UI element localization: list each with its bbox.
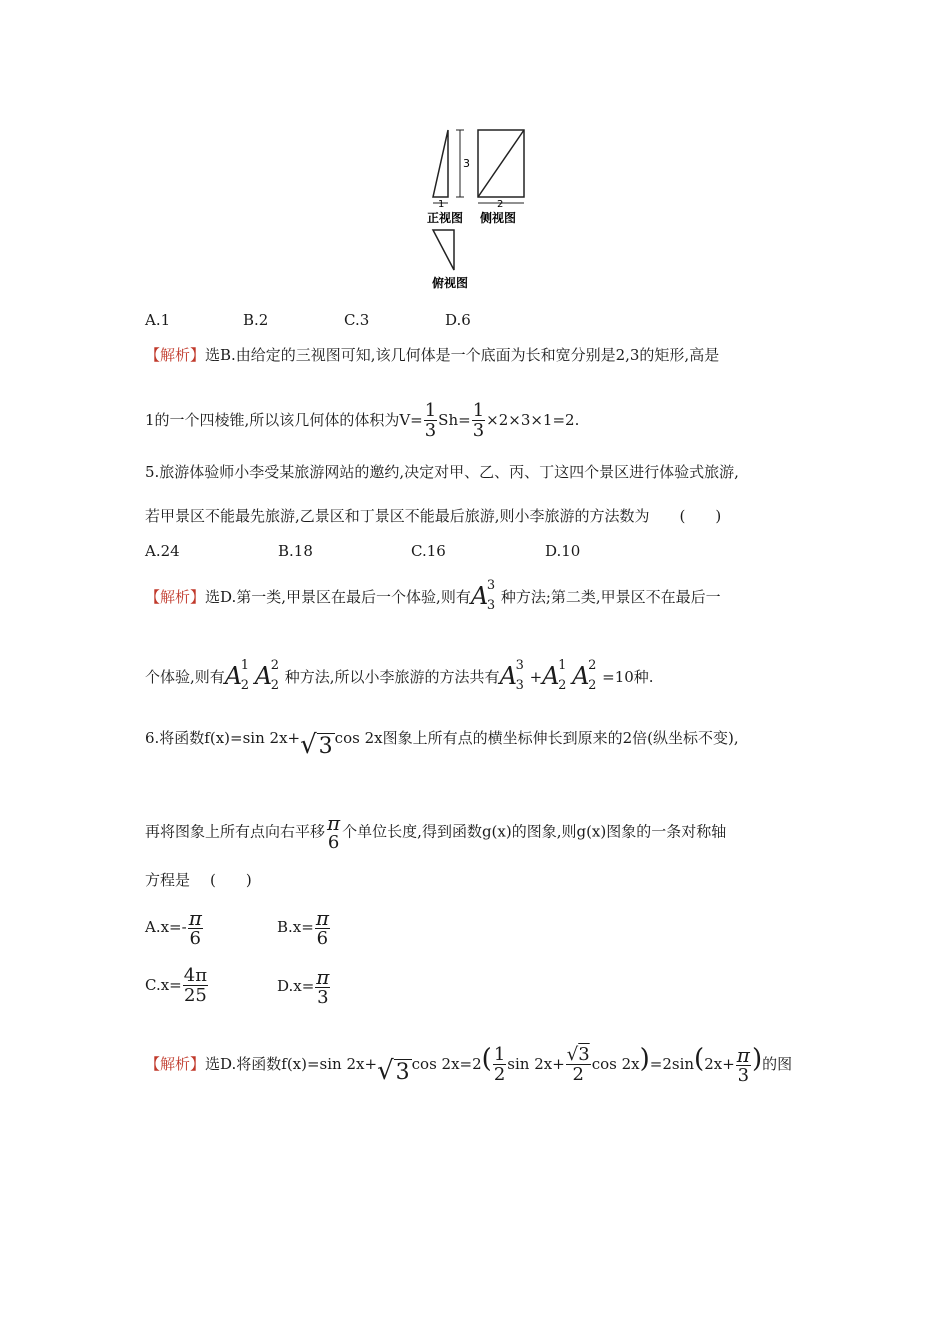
- analysis-tag: 【解析】: [145, 588, 206, 606]
- fraction-one-third: $\frac{1}{3}$: [472, 400, 485, 441]
- q5-stem-line2: 若甲景区不能最先旅游,乙景区和丁景区不能最后旅游,则小李旅游的方法数为 ( ): [145, 507, 722, 525]
- q4-option-d: D.6: [445, 311, 471, 329]
- q5-option-a: A.24: [145, 542, 180, 560]
- analysis-tag: 【解析】: [145, 1055, 206, 1073]
- top-view-shape: [433, 230, 454, 270]
- fraction-one-third: $\frac{1}{3}$: [424, 400, 437, 441]
- q6-analysis-line1: 【解析】选D.将函数f(x)=sin 2x+√3 cos 2x=2( $\frac{1}{2}$ sin 2x+ $\frac{√3}{2}$ cos 2x)=2sin(2x+ $\frac{\pi}{3}$ )的图: [145, 1043, 793, 1086]
- perm-a22: A 2 2: [254, 658, 280, 693]
- q6-option-d: D.x= $\frac{\pi}{3}$: [277, 965, 330, 1008]
- fraction-pi-over-6: π 6: [327, 811, 341, 853]
- top-view-label: 俯视图: [432, 276, 469, 290]
- fraction-one-half: $\frac{1}{2}$: [493, 1044, 506, 1085]
- q4-analysis-line1: 【解析】选B.由给定的三视图可知,该几何体是一个底面为长和宽分别是2,3的矩形,高是: [145, 346, 720, 364]
- sqrt-three: √3: [300, 730, 333, 760]
- perm-a21: A 1 2: [542, 658, 567, 693]
- q5-analysis-line1: 【解析】选D.第一类,甲景区在最后一个体验,则有 A 3 3 种方法;第二类,甲景区不在最后一: [145, 578, 721, 613]
- perm-a21: A 1 2: [224, 658, 250, 693]
- q5-option-d: D.10: [545, 542, 581, 560]
- q6-stem-line3: 方程是 ( ): [145, 871, 252, 889]
- front-view-label: 正视图: [427, 211, 464, 225]
- q6-option-b: B.x= $\frac{\pi}{6}$: [277, 906, 329, 949]
- perm-a33: A 3 3: [499, 658, 524, 693]
- sqrt-three: √3: [377, 1056, 410, 1086]
- q6-option-a: A.x=- $\frac{\pi}{6}$: [145, 906, 202, 949]
- fraction-pi-over-3: $\frac{\pi}{3}$: [736, 1043, 750, 1086]
- q4-option-b: B.2: [243, 311, 269, 329]
- q4-analysis-line2: 1的一个四棱锥,所以该几何体的体积为V= $\frac{1}{3}$ Sh= $\frac{1}{3}$ ×2×3×1=2.: [145, 400, 580, 441]
- perm-a22: A 2 2: [572, 658, 597, 693]
- dim-height: 3: [463, 157, 470, 170]
- perm-a33: A 3 3: [470, 578, 496, 613]
- dim-front-width: 1: [438, 199, 445, 210]
- three-view-figure: [0, 0, 950, 300]
- q5-stem-line1: 5.旅游体验师小李受某旅游网站的邀约,决定对甲、乙、丙、丁这四个景区进行体验式旅游,: [145, 463, 739, 481]
- q6-stem-line2: 再将图象上所有点向右平移 π 6 个单位长度,得到函数g(x)的图象,则g(x)图象的一条对称轴: [145, 811, 727, 853]
- q5-analysis-line2: 个体验,则有 A 1 2 A 2 2 种方法,所以小李旅游的方法共有 A 3 3 + A 1 2 A 2 2 =10种.: [145, 658, 654, 693]
- analysis-tag: 【解析】: [145, 346, 206, 364]
- fraction-sqrt3-over-2: $\frac{√3}{2}$: [566, 1044, 590, 1085]
- q4-option-c: C.3: [344, 311, 370, 329]
- front-view-shape: [433, 130, 448, 197]
- q4-option-a: A.1: [145, 311, 171, 329]
- q5-option-c: C.16: [411, 542, 446, 560]
- side-view-label: 侧视图: [480, 211, 517, 225]
- dim-side-width: 2: [497, 199, 504, 210]
- q5-option-b: B.18: [278, 542, 313, 560]
- q6-option-c: C.x= $\frac{4\pi}{25}$: [145, 965, 208, 1006]
- q6-stem-line1: 6.将函数f(x)=sin 2x+√3 cos 2x图象上所有点的横坐标伸长到原来的2倍(纵坐标不变),: [145, 729, 739, 760]
